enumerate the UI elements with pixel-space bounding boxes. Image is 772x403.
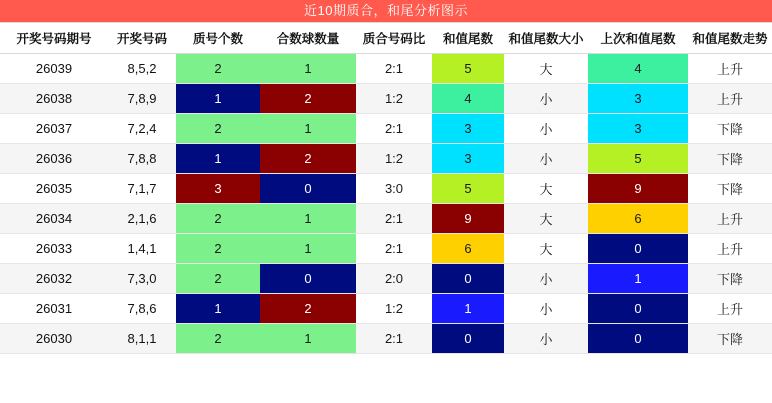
cell-trend: 下降 [688, 324, 772, 354]
cell-sum-tail: 3 [432, 144, 504, 174]
cell-prime-count: 2 [176, 204, 260, 234]
cell-period: 26035 [0, 174, 108, 204]
cell-period: 26038 [0, 84, 108, 114]
cell-ratio: 2:1 [356, 54, 432, 84]
cell-ratio: 2:0 [356, 264, 432, 294]
column-header-composite-count: 合数球数量 [260, 23, 356, 54]
cell-ratio: 1:2 [356, 294, 432, 324]
cell-period: 26036 [0, 144, 108, 174]
cell-composite-count: 2 [260, 84, 356, 114]
cell-sum-tail-size: 大 [504, 204, 588, 234]
cell-prime-count: 3 [176, 174, 260, 204]
cell-sum-tail: 5 [432, 174, 504, 204]
table-row[interactable] [0, 144, 772, 174]
table-row[interactable] [0, 234, 772, 264]
cell-sum-tail-size: 大 [504, 54, 588, 84]
cell-period: 26032 [0, 264, 108, 294]
cell-prev-sum-tail: 0 [588, 234, 688, 264]
cell-trend: 下降 [688, 174, 772, 204]
cell-period: 26034 [0, 204, 108, 234]
table-header [0, 23, 772, 54]
cell-prime-count: 1 [176, 84, 260, 114]
table-row[interactable] [0, 84, 772, 114]
cell-code: 7,8,9 [108, 84, 176, 114]
table-row[interactable] [0, 204, 772, 234]
cell-prime-count: 2 [176, 54, 260, 84]
cell-trend: 上升 [688, 294, 772, 324]
cell-code: 8,1,1 [108, 324, 176, 354]
column-header-trend: 和值尾数走势 [688, 23, 772, 54]
cell-composite-count: 2 [260, 294, 356, 324]
cell-composite-count: 1 [260, 234, 356, 264]
cell-sum-tail: 9 [432, 204, 504, 234]
cell-ratio: 2:1 [356, 204, 432, 234]
cell-composite-count: 2 [260, 144, 356, 174]
cell-ratio: 1:2 [356, 84, 432, 114]
cell-ratio: 3:0 [356, 174, 432, 204]
cell-code: 7,1,7 [108, 174, 176, 204]
cell-sum-tail: 4 [432, 84, 504, 114]
column-header-sum-tail-size: 和值尾数大小 [504, 23, 588, 54]
cell-trend: 下降 [688, 114, 772, 144]
table-row[interactable] [0, 174, 772, 204]
cell-prime-count: 2 [176, 234, 260, 264]
cell-period: 26031 [0, 294, 108, 324]
table-row[interactable] [0, 294, 772, 324]
cell-ratio: 2:1 [356, 114, 432, 144]
cell-code: 2,1,6 [108, 204, 176, 234]
column-header-ratio: 质合号码比 [356, 23, 432, 54]
column-header-sum-tail: 和值尾数 [432, 23, 504, 54]
cell-sum-tail-size: 大 [504, 234, 588, 264]
cell-trend: 上升 [688, 84, 772, 114]
cell-period: 26033 [0, 234, 108, 264]
column-header-code: 开奖号码 [108, 23, 176, 54]
cell-composite-count: 1 [260, 324, 356, 354]
cell-ratio: 1:2 [356, 144, 432, 174]
cell-trend: 上升 [688, 204, 772, 234]
cell-trend: 上升 [688, 234, 772, 264]
cell-composite-count: 1 [260, 54, 356, 84]
cell-prime-count: 1 [176, 294, 260, 324]
cell-sum-tail: 0 [432, 264, 504, 294]
cell-code: 7,8,6 [108, 294, 176, 324]
cell-sum-tail: 6 [432, 234, 504, 264]
table-row[interactable] [0, 114, 772, 144]
cell-prime-count: 2 [176, 114, 260, 144]
cell-prime-count: 1 [176, 144, 260, 174]
cell-sum-tail-size: 小 [504, 144, 588, 174]
cell-prev-sum-tail: 6 [588, 204, 688, 234]
cell-composite-count: 0 [260, 174, 356, 204]
cell-prev-sum-tail: 3 [588, 114, 688, 144]
table-row[interactable] [0, 324, 772, 354]
cell-period: 26030 [0, 324, 108, 354]
cell-trend: 下降 [688, 144, 772, 174]
cell-sum-tail: 3 [432, 114, 504, 144]
cell-sum-tail-size: 小 [504, 294, 588, 324]
page-title: 近10期质合，和尾分析图示 [0, 0, 772, 22]
cell-code: 8,5,2 [108, 54, 176, 84]
table-body [0, 54, 772, 354]
cell-composite-count: 0 [260, 264, 356, 294]
cell-ratio: 2:1 [356, 234, 432, 264]
header-row [0, 23, 772, 54]
cell-prime-count: 2 [176, 264, 260, 294]
column-header-prev-sum-tail: 上次和值尾数 [588, 23, 688, 54]
analysis-table [0, 22, 772, 354]
table-row[interactable] [0, 54, 772, 84]
cell-composite-count: 1 [260, 204, 356, 234]
cell-code: 7,3,0 [108, 264, 176, 294]
cell-ratio: 2:1 [356, 324, 432, 354]
cell-sum-tail-size: 小 [504, 324, 588, 354]
cell-sum-tail-size: 小 [504, 114, 588, 144]
column-header-period: 开奖号码期号 [0, 23, 108, 54]
cell-prev-sum-tail: 0 [588, 294, 688, 324]
cell-prev-sum-tail: 9 [588, 174, 688, 204]
cell-sum-tail-size: 小 [504, 264, 588, 294]
cell-sum-tail: 5 [432, 54, 504, 84]
cell-sum-tail: 0 [432, 324, 504, 354]
cell-sum-tail-size: 大 [504, 174, 588, 204]
column-header-prime-count: 质号个数 [176, 23, 260, 54]
cell-prev-sum-tail: 3 [588, 84, 688, 114]
cell-prev-sum-tail: 5 [588, 144, 688, 174]
cell-sum-tail-size: 小 [504, 84, 588, 114]
cell-prev-sum-tail: 4 [588, 54, 688, 84]
cell-sum-tail: 1 [432, 294, 504, 324]
cell-trend: 上升 [688, 54, 772, 84]
cell-composite-count: 1 [260, 114, 356, 144]
cell-prev-sum-tail: 1 [588, 264, 688, 294]
cell-code: 7,2,4 [108, 114, 176, 144]
cell-code: 1,4,1 [108, 234, 176, 264]
cell-prev-sum-tail: 0 [588, 324, 688, 354]
cell-period: 26037 [0, 114, 108, 144]
cell-period: 26039 [0, 54, 108, 84]
table-row[interactable] [0, 264, 772, 294]
cell-prime-count: 2 [176, 324, 260, 354]
cell-trend: 下降 [688, 264, 772, 294]
cell-code: 7,8,8 [108, 144, 176, 174]
